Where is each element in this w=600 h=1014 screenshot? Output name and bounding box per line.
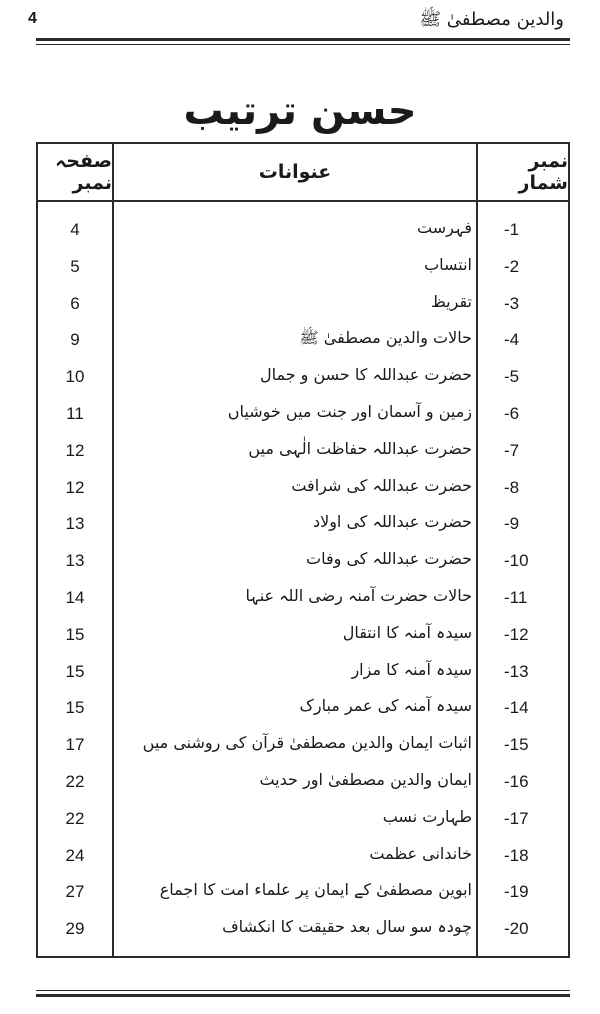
table-row <box>38 803 568 840</box>
table-row <box>38 324 568 361</box>
row-title: حضرت عبداللہ کی اولاد <box>312 512 472 532</box>
row-title: حضرت عبداللہ کی وفات <box>306 549 472 569</box>
row-serial-number: -10 <box>504 551 529 571</box>
table-row <box>38 214 568 251</box>
table-row <box>38 840 568 877</box>
row-serial-number: -12 <box>504 624 529 644</box>
row-title: حضرت عبداللہ کا حسن و جمال <box>259 365 472 385</box>
row-title: اثبات ایمان والدین مصطفیٰ قرآن کی روشنی میں <box>142 733 472 753</box>
row-title: انتساب <box>424 254 472 274</box>
table-row <box>38 251 568 288</box>
footer-rule-thick <box>36 994 570 997</box>
row-serial-number: -3 <box>504 293 520 313</box>
row-serial-number: -16 <box>504 772 529 791</box>
table-row <box>38 545 568 582</box>
row-title: سیدہ آمنہ کی عمر مبارک <box>299 696 472 716</box>
row-title: ایمان والدین مصطفیٰ اور حدیث <box>259 770 472 789</box>
row-page-number: 22 <box>65 808 85 828</box>
row-page-number: 15 <box>65 661 85 681</box>
row-page-number: 29 <box>65 919 85 939</box>
header-rule-thick <box>36 38 570 41</box>
row-title: حالات حضرت آمنہ رضی اللہ عنہا <box>245 586 472 605</box>
header-topics: عنوانات <box>258 161 332 183</box>
page-title: حسن ترتیب <box>183 88 417 134</box>
table-row <box>38 692 568 729</box>
table-row <box>38 361 568 398</box>
row-title: چودہ سو سال بعد حقیقت کا انکشاف <box>222 917 472 937</box>
row-page-number: 4 <box>70 220 80 239</box>
table-row <box>38 766 568 803</box>
table-row <box>38 876 568 913</box>
row-page-number: 12 <box>65 440 85 460</box>
row-title: سیدہ آمنہ کا مزار <box>351 659 472 679</box>
row-page-number: 27 <box>65 882 85 902</box>
row-page-number: 6 <box>70 293 80 313</box>
row-serial-number: -19 <box>504 882 529 902</box>
footer-rule-thin <box>36 990 570 991</box>
row-page-number: 5 <box>70 256 80 276</box>
row-title: سیدہ آمنہ کا انتقال <box>342 622 472 642</box>
table-row <box>38 913 568 950</box>
row-serial-number: -7 <box>504 440 520 460</box>
row-serial-number: -18 <box>504 845 529 865</box>
row-serial-number: -14 <box>504 698 529 718</box>
row-title: حضرت عبداللہ حفاظت الٰہی میں <box>248 438 472 458</box>
table-row <box>38 472 568 509</box>
row-page-number: 15 <box>65 624 85 644</box>
row-title: حضرت عبداللہ کی شرافت <box>291 475 472 495</box>
header-serial-number: نمبر شمار <box>518 150 568 194</box>
row-page-number: 22 <box>65 772 85 791</box>
row-serial-number: -5 <box>504 367 520 387</box>
header-divider <box>38 200 568 202</box>
row-title: خاندانی عظمت <box>369 843 472 863</box>
row-page-number: 9 <box>70 330 80 350</box>
row-serial-number: -13 <box>504 661 529 681</box>
table-row <box>38 729 568 766</box>
running-title: والدین مصطفیٰ ﷺ <box>419 9 564 30</box>
toc-table <box>36 142 570 958</box>
table-row <box>38 582 568 619</box>
row-title: حالات والدین مصطفیٰ ﷺ <box>299 328 472 348</box>
row-serial-number: -11 <box>504 588 528 607</box>
row-serial-number: -15 <box>504 735 529 755</box>
row-title: طہارت نسب <box>382 806 472 826</box>
row-serial-number: -17 <box>504 808 529 828</box>
row-title: فہرست <box>417 218 472 237</box>
row-serial-number: -8 <box>504 477 520 497</box>
table-row <box>38 656 568 693</box>
row-serial-number: -9 <box>504 514 520 534</box>
row-title: تقریظ <box>430 291 472 311</box>
header-rule-thin <box>36 44 570 45</box>
row-page-number: 17 <box>65 735 85 755</box>
table-row <box>38 435 568 472</box>
row-page-number: 14 <box>65 588 85 607</box>
page-number: 4 <box>28 10 37 27</box>
row-page-number: 13 <box>65 514 85 534</box>
table-row <box>38 508 568 545</box>
row-serial-number: -1 <box>504 220 520 239</box>
row-page-number: 12 <box>65 477 85 497</box>
row-page-number: 11 <box>66 404 84 423</box>
row-title: زمین و آسمان اور جنت میں خوشیاں <box>227 402 472 421</box>
row-serial-number: -2 <box>504 256 520 276</box>
row-page-number: 24 <box>65 845 85 865</box>
table-row <box>38 398 568 435</box>
row-title: ابوین مصطفیٰ کے ایمان پر علماء امت کا اجماع <box>159 880 472 900</box>
row-page-number: 10 <box>65 367 85 387</box>
row-serial-number: -4 <box>504 330 520 350</box>
row-page-number: 15 <box>65 698 85 718</box>
row-page-number: 13 <box>65 551 85 571</box>
table-row <box>38 288 568 325</box>
table-row <box>38 619 568 656</box>
row-serial-number: -6 <box>504 404 520 423</box>
row-serial-number: -20 <box>504 919 529 939</box>
header-page-number: صفحہ نمبر <box>55 150 112 194</box>
